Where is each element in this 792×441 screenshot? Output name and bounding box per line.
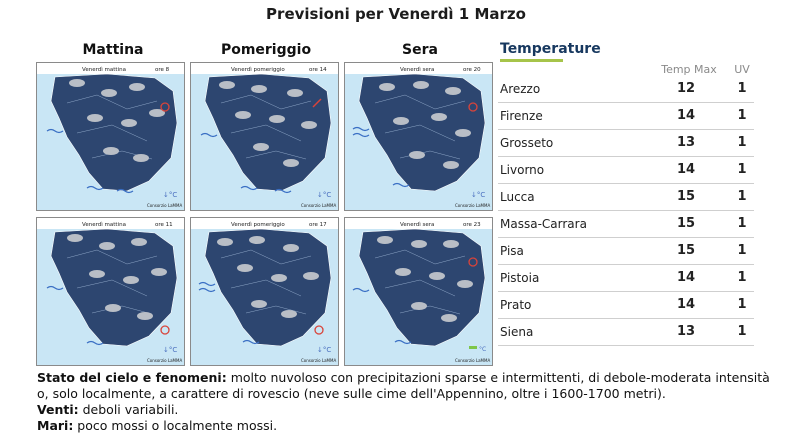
sky-description — [37, 370, 777, 402]
map-time: ore 17 — [309, 222, 327, 228]
sky-text: molto nuvoloso con precipitazioni sparse e intermittenti, di debole-moderata intensità o, solo localmente, a carattere di rovescio (neve sulle cime dell'Appennino, oltre i 1600-1700 metri). — [37, 370, 770, 401]
map-credit: Consorzio LaMMA — [147, 203, 183, 208]
temp-max-value: 13 — [676, 324, 696, 339]
map-label: Venerdì sera — [400, 222, 435, 228]
column-header-mattina: Mattina — [82, 42, 144, 58]
city-name: Massa-Carrara — [500, 217, 587, 231]
wind-text: deboli variabili. — [78, 402, 179, 417]
map-credit: Consorzio LaMMA — [147, 358, 183, 363]
temp-max-value: 12 — [676, 81, 696, 96]
uv-value: 1 — [737, 216, 747, 231]
uv-value: 1 — [737, 189, 747, 204]
temperature-row — [498, 76, 754, 103]
temperature-row — [498, 157, 754, 184]
forecast-description — [37, 370, 777, 434]
map-credit: Consorzio LaMMA — [455, 358, 491, 363]
temperature-title: Temperature — [500, 41, 601, 57]
uv-value: 1 — [737, 324, 747, 339]
map-label: Venerdì pomeriggio — [231, 67, 285, 73]
city-name: Siena — [500, 325, 534, 339]
uv-value: 1 — [737, 81, 747, 96]
uv-value: 1 — [737, 297, 747, 312]
map-label: Venerdì sera — [400, 67, 435, 73]
temp-max-value: 14 — [676, 108, 696, 123]
map-time: ore 14 — [309, 67, 327, 73]
uv-value: 1 — [737, 108, 747, 123]
map-time: ore 20 — [463, 67, 481, 73]
forecast-map[interactable] — [36, 62, 185, 211]
temp-max-value: 13 — [676, 135, 696, 150]
temp-max-value: 14 — [676, 270, 696, 285]
map-label: Venerdì pomeriggio — [231, 222, 285, 228]
city-name: Prato — [500, 298, 532, 312]
city-name: Firenze — [500, 109, 543, 123]
forecast-map[interactable] — [36, 217, 185, 366]
uv-value: 1 — [737, 162, 747, 177]
temperature-down-icon: ↓°C — [317, 346, 332, 354]
map-label: Venerdì mattina — [82, 67, 126, 73]
sea-description — [37, 418, 777, 434]
forecast-map[interactable] — [344, 217, 493, 366]
temperature-row — [498, 319, 754, 346]
city-name: Lucca — [500, 190, 535, 204]
column-header-sera: Sera — [402, 42, 438, 58]
temperature-row — [498, 130, 754, 157]
uv-value: 1 — [737, 270, 747, 285]
uv-value: 1 — [737, 243, 747, 258]
map-time: ore 8 — [155, 67, 170, 73]
sky-label: Stato del cielo e fenomeni: — [37, 370, 227, 385]
temp-max-value: 15 — [676, 189, 696, 204]
temperature-row — [498, 184, 754, 211]
uv-value: 1 — [737, 135, 747, 150]
column-header-pomeriggio: Pomeriggio — [220, 42, 312, 58]
temperature-row — [498, 103, 754, 130]
wind-description — [37, 402, 777, 418]
temperature-down-icon: ↓°C — [163, 346, 178, 354]
temp-max-value: 15 — [676, 216, 696, 231]
temperature-row — [498, 265, 754, 292]
header-uv: UV — [734, 63, 750, 76]
forecast-map[interactable] — [190, 62, 339, 211]
map-label: Venerdì mattina — [82, 222, 126, 228]
temperature-row — [498, 292, 754, 319]
temperature-stable-icon — [469, 346, 477, 349]
city-name: Pisa — [500, 244, 524, 258]
city-name: Grosseto — [500, 136, 554, 150]
wind-label: Venti: — [37, 402, 79, 417]
page-title: Previsioni per Venerdì 1 Marzo — [266, 5, 526, 23]
forecast-map[interactable] — [344, 62, 493, 211]
temperature-down-icon: ↓°C — [163, 191, 178, 199]
map-credit: Consorzio LaMMA — [301, 358, 337, 363]
city-name: Pistoia — [500, 271, 540, 285]
forecast-map[interactable] — [190, 217, 339, 366]
map-credit: Consorzio LaMMA — [455, 203, 491, 208]
temperature-down-icon: ↓°C — [471, 191, 486, 199]
sea-label: Mari: — [37, 418, 74, 433]
temperature-down-icon: ↓°C — [317, 191, 332, 199]
sea-text: poco mossi o localmente mossi. — [73, 418, 278, 433]
temperature-row — [498, 238, 754, 265]
map-credit: Consorzio LaMMA — [301, 203, 337, 208]
temperature-row — [498, 211, 754, 238]
temp-max-value: 15 — [676, 243, 696, 258]
map-time: ore 11 — [155, 222, 173, 228]
city-name: Arezzo — [500, 82, 541, 96]
temp-max-value: 14 — [676, 297, 696, 312]
svg-text:°C: °C — [479, 346, 487, 353]
temperature-title-underline — [500, 59, 563, 62]
temp-max-value: 14 — [676, 162, 696, 177]
city-name: Livorno — [500, 163, 545, 177]
map-time: ore 23 — [463, 222, 481, 228]
header-temp-max: Temp Max — [661, 63, 717, 76]
